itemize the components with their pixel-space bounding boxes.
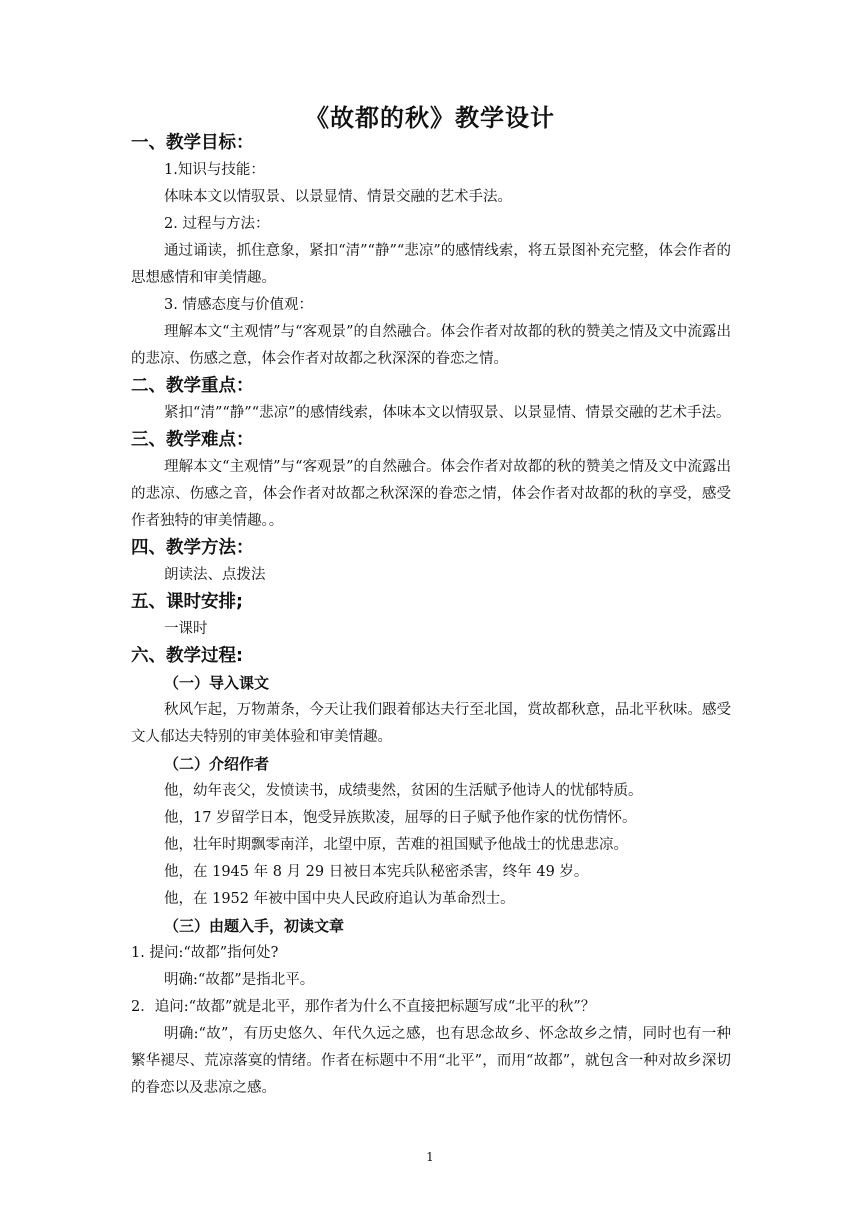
author-line: 他，壮年时期飘零南洋，北望中原，苦难的祖国赋予他战士的忧患悲凉。 <box>164 837 628 853</box>
subheading-author: （二）介绍作者 <box>164 755 270 773</box>
answer-1: 明确:“故都”是指北平。 <box>164 972 315 988</box>
subheading-intro: （一）导入课文 <box>164 674 270 692</box>
answer-2: 明确:“故”，有历史悠久、年代久远之感，也有思念故乡、怀念故乡之情，同时也有一种繁华褪尽、荒凉落寞的情绪。作者在标题中不用“北平”，而用“故都”，就包含一种对故乡深切的眷恋以及悲凉之感。 <box>131 1026 731 1096</box>
goal-emotion-text: 理解本文“主观情”与“客观景”的自然融合。体会作者对故都的秋的赞美之情及文中流露出的悲凉、伤感之意，体会作者对故都之秋深深的眷恋之情。 <box>131 324 731 367</box>
goal-process-text: 通过诵读，抓住意象，紧扣“清”“静”“悲凉”的感情线索，将五景图补充完整，体会作者的思想感情和审美情趣。 <box>131 243 731 286</box>
goal-emotion-label: 3. 情感态度与价值观： <box>164 297 313 313</box>
question-2: 2．追问:“故都”就是北平，那作者为什么不直接把标题写成“北平的秋”？ <box>131 999 596 1015</box>
section-heading-process: 六、教学过程: <box>131 646 243 666</box>
key-points-text: 紧扣“清”“静”“悲凉”的感情线索，体味本文以情驭景、以景显情、情景交融的艺术手法。 <box>164 405 731 421</box>
section-heading-schedule: 五、课时安排; <box>131 592 243 612</box>
section-heading-methods: 四、教学方法： <box>131 538 254 558</box>
goal-knowledge-label: 1.知识与技能： <box>164 162 265 178</box>
page-number: 1 <box>426 1150 434 1164</box>
schedule-text: 一课时 <box>164 621 208 637</box>
author-line: 他，在 1952 年被中国中央人民政府追认为革命烈士。 <box>164 891 515 907</box>
document-body <box>131 130 731 1102</box>
subheading-reading: （三）由题入手，初读文章 <box>164 917 345 935</box>
author-line: 他，在 1945 年 8 月 29 日被日本宪兵队秘密杀害，终年 49 岁。 <box>164 864 589 880</box>
goal-knowledge-text: 体味本文以情驭景、以景显情、情景交融的艺术手法。 <box>164 189 513 205</box>
document-title: 《故都的秋》教学设计 <box>305 104 555 132</box>
goal-process-label: 2. 过程与方法： <box>164 216 270 232</box>
question-1: 1. 提问:“故都”指何处? <box>131 945 279 961</box>
intro-text: 秋风乍起，万物萧条，今天让我们跟着郁达夫行至北国，赏故都秋意，品北平秋味。感受文人郁达夫特别的审美体验和审美情趣。 <box>131 702 731 745</box>
author-line: 他，幼年丧父，发愤读书，成绩斐然，贫困的生活赋予他诗人的忧郁特质。 <box>164 783 643 799</box>
section-heading-key-points: 二、教学重点： <box>131 376 254 396</box>
difficulties-text: 理解本文“主观情”与“客观景”的自然融合。体会作者对故都的秋的赞美之情及文中流露出的悲凉、伤感之音，体会作者对故都之秋深深的眷恋之情，体会作者对故都的秋的享受，感受作者独特的审美情趣。。 <box>131 459 731 529</box>
methods-text: 朗读法、点拨法 <box>164 567 266 583</box>
author-line: 他，17 岁留学日本，饱受异族欺凌，屈辱的日子赋予他作家的忧伤情怀。 <box>164 810 637 826</box>
section-heading-difficulties: 三、教学难点： <box>131 430 254 450</box>
section-heading-goals: 一、教学目标： <box>131 133 254 153</box>
